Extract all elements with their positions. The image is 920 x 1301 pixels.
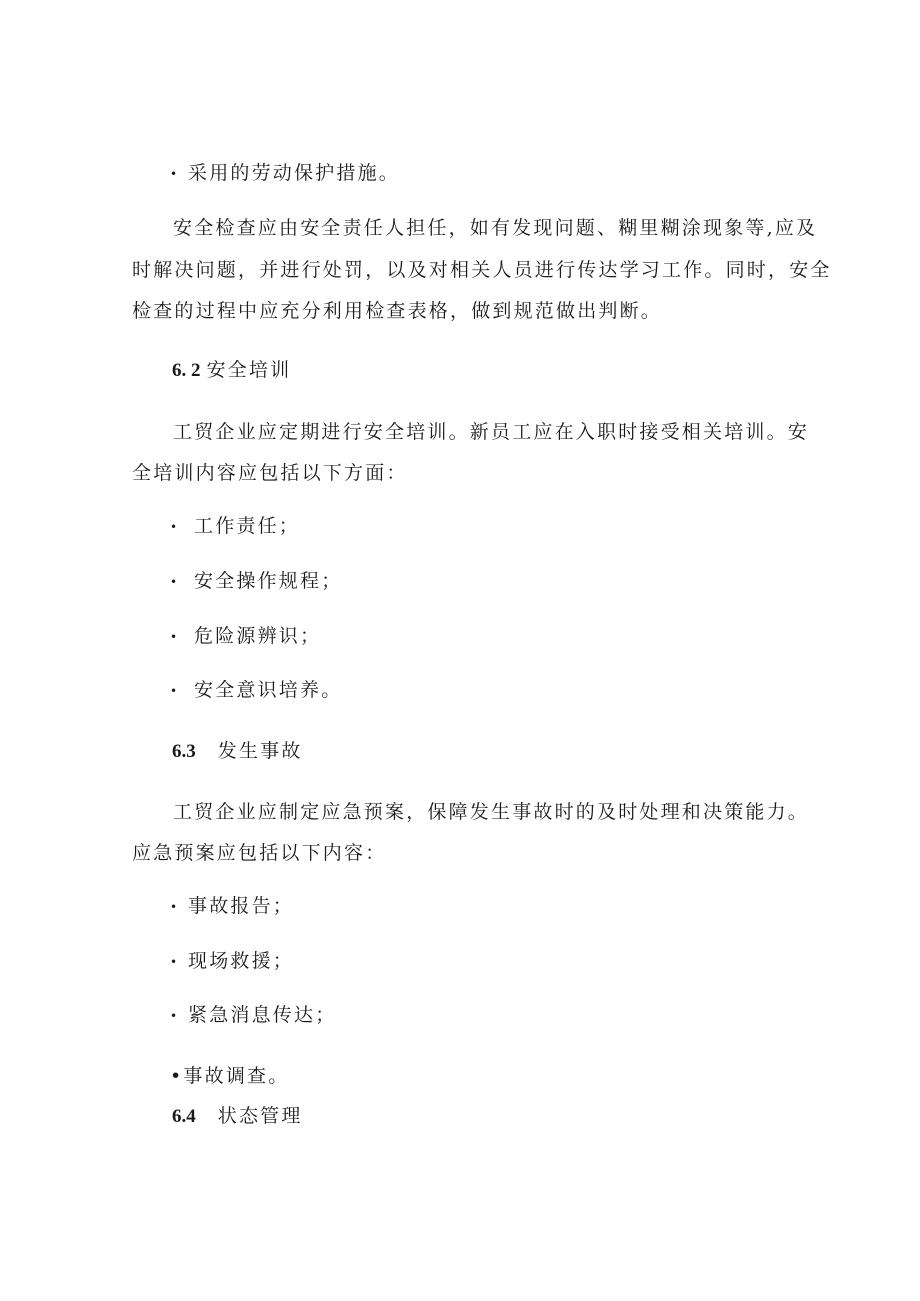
list-item-text: 事故报告； — [188, 895, 295, 917]
paragraph-line: 时解决问题，并进行处罚，以及对相关人员进行传达学习工作。同时，安全 — [132, 259, 832, 281]
bullet-marker: • — [170, 167, 180, 181]
list-item-text: 采用的劳动保护措施。 — [188, 162, 401, 184]
bullet-marker: • — [170, 955, 180, 969]
list-item-text: 危险源辨识； — [194, 625, 322, 647]
list-item — [170, 624, 321, 649]
list-item-text: 事故调查。 — [183, 1065, 290, 1087]
paragraph-line: 全培训内容应包括以下方面： — [132, 462, 408, 484]
section-title: 状态管理 — [217, 1105, 303, 1127]
section-heading — [172, 358, 291, 383]
list-item-text: 安全操作规程； — [194, 570, 343, 592]
section-title: 安全培训 — [206, 359, 292, 381]
section-number: 6.4 — [172, 1106, 196, 1127]
paragraph-line: 安全检查应由安全责任人担任，如有发现问题、糊里糊涂现象等,应及 — [173, 217, 818, 239]
list-item — [170, 161, 400, 186]
list-item-text: 现场救援； — [188, 950, 295, 972]
section-heading — [172, 739, 303, 764]
bullet-marker: • — [170, 684, 180, 698]
list-item-text: 工作责任； — [194, 515, 301, 537]
paragraph-line: 工贸企业应制定应急预案，保障发生事故时的及时处理和决策能力。 — [173, 801, 810, 823]
section-number: 6.3 — [172, 741, 196, 762]
section-title: 发生事故 — [217, 740, 303, 762]
paragraph-line: 工贸企业应定期进行安全培训。新员工应在入职时接受相关培训。安 — [173, 421, 810, 443]
bullet-marker: • — [170, 630, 180, 644]
list-item-text: 紧急消息传达； — [188, 1004, 337, 1026]
bullet-marker: • — [170, 900, 180, 914]
list-item — [170, 569, 342, 594]
paragraph-line: 检查的过程中应充分利用检查表格，做到规范做出判断。 — [132, 300, 663, 322]
list-item-text: 安全意识培养。 — [194, 679, 343, 701]
list-item — [170, 678, 342, 703]
bullet-marker: • — [170, 575, 180, 589]
section-heading — [172, 1104, 303, 1129]
list-item — [170, 894, 294, 919]
bullet-marker: • — [170, 520, 180, 534]
list-item — [170, 1064, 289, 1088]
bullet-marker: • — [170, 1009, 180, 1023]
list-item — [170, 514, 300, 539]
list-item — [170, 949, 294, 974]
bullet-marker: • — [170, 1065, 184, 1087]
paragraph-line: 应急预案应包括以下内容： — [132, 842, 387, 864]
section-number: 6. 2 — [172, 360, 201, 381]
list-item — [170, 1003, 336, 1028]
